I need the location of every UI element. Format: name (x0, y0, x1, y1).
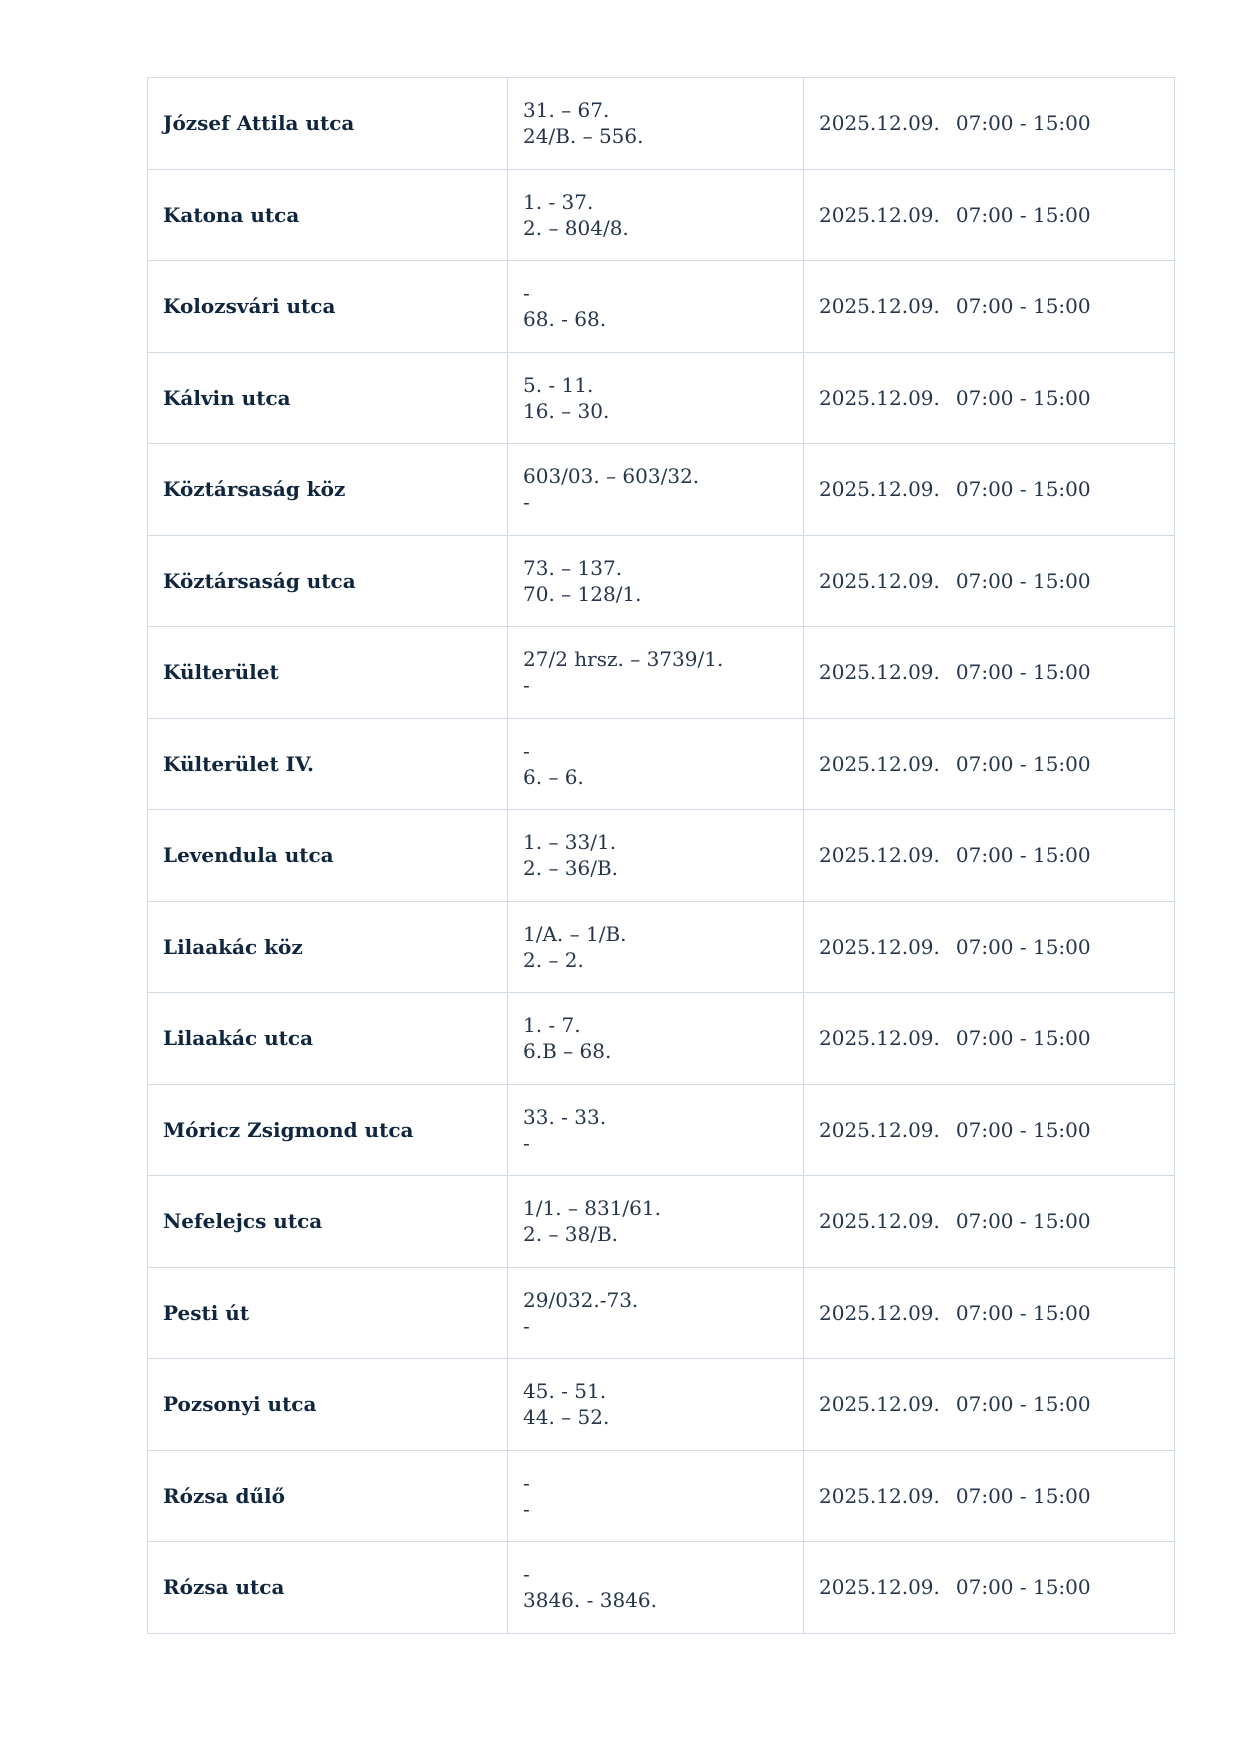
outage-time-window: 07:00 - 15:00 (955, 477, 1091, 502)
outage-time-cell (804, 78, 1175, 170)
outage-time-window: 07:00 - 15:00 (955, 1300, 1091, 1325)
table-row (148, 261, 1175, 353)
even-number-range: 6. – 6. (523, 764, 584, 789)
outage-date: 2025.12.09. (819, 202, 940, 227)
outage-time-cell (804, 444, 1175, 536)
odd-number-range: 27/2 hrsz. – 3739/1. (523, 647, 724, 672)
house-number-range-cell (508, 352, 804, 444)
outage-date: 2025.12.09. (819, 1026, 940, 1051)
street-cell (148, 1176, 508, 1268)
table-row (148, 1450, 1175, 1542)
outage-date: 2025.12.09. (819, 477, 940, 502)
outage-date: 2025.12.09. (819, 1483, 940, 1508)
street-name: Kolozsvári utca (163, 294, 336, 319)
house-number-range-cell (508, 1359, 804, 1451)
house-number-range-cell (508, 535, 804, 627)
outage-time-window: 07:00 - 15:00 (955, 660, 1091, 685)
outage-time-cell (804, 1084, 1175, 1176)
outage-time-cell (804, 1176, 1175, 1268)
house-number-range-cell (508, 1084, 804, 1176)
street-name: Rózsa utca (163, 1575, 285, 1600)
even-number-range: 2. – 2. (523, 947, 584, 972)
street-cell (148, 718, 508, 810)
odd-number-range: 31. – 67. (523, 98, 610, 123)
even-number-range: 24/B. – 556. (523, 124, 644, 149)
outage-date: 2025.12.09. (819, 294, 940, 319)
street-name: Pesti út (163, 1300, 250, 1325)
street-name: Rózsa dűlő (163, 1483, 285, 1508)
odd-number-range: 33. - 33. (523, 1104, 607, 1129)
house-number-range-cell (508, 718, 804, 810)
even-number-range: - (523, 1313, 530, 1338)
outage-date: 2025.12.09. (819, 1209, 940, 1234)
odd-number-range: - (523, 738, 530, 763)
house-number-range-cell (508, 1542, 804, 1634)
house-number-range-cell (508, 78, 804, 170)
street-cell (148, 261, 508, 353)
street-name: Katona utca (163, 202, 300, 227)
street-cell (148, 352, 508, 444)
house-number-range-cell (508, 444, 804, 536)
house-number-range-cell (508, 1267, 804, 1359)
odd-number-range: 45. - 51. (523, 1379, 607, 1404)
outage-time-cell (804, 1359, 1175, 1451)
even-number-range: 2. – 38/B. (523, 1222, 619, 1247)
street-name: Móricz Zsigmond utca (163, 1117, 414, 1142)
even-number-range: 2. – 36/B. (523, 856, 619, 881)
street-cell (148, 1359, 508, 1451)
odd-number-range: 603/03. – 603/32. (523, 464, 700, 489)
street-name: Pozsonyi utca (163, 1392, 317, 1417)
outage-time-cell (804, 901, 1175, 993)
table-row (148, 993, 1175, 1085)
outage-date: 2025.12.09. (819, 568, 940, 593)
outage-time-window: 07:00 - 15:00 (955, 385, 1091, 410)
table-row (148, 1542, 1175, 1634)
outage-time-cell (804, 993, 1175, 1085)
table-row (148, 718, 1175, 810)
outage-date: 2025.12.09. (819, 934, 940, 959)
odd-number-range: 5. - 11. (523, 372, 594, 397)
street-cell (148, 535, 508, 627)
table-row (148, 1176, 1175, 1268)
even-number-range: 2. – 804/8. (523, 215, 629, 240)
table-row (148, 352, 1175, 444)
street-cell (148, 1450, 508, 1542)
outage-time-cell (804, 535, 1175, 627)
even-number-range: 70. – 128/1. (523, 581, 642, 606)
house-number-range-cell (508, 261, 804, 353)
outage-time-window: 07:00 - 15:00 (955, 294, 1091, 319)
house-number-range-cell (508, 627, 804, 719)
outage-time-cell (804, 169, 1175, 261)
outage-time-cell (804, 1542, 1175, 1634)
outage-date: 2025.12.09. (819, 385, 940, 410)
street-name: Külterület (163, 660, 279, 685)
odd-number-range: 1. - 37. (523, 189, 594, 214)
table-row (148, 627, 1175, 719)
odd-number-range: - (523, 1470, 530, 1495)
odd-number-range: 29/032.-73. (523, 1287, 639, 1312)
outage-date: 2025.12.09. (819, 843, 940, 868)
street-name: Külterület IV. (163, 751, 314, 776)
outage-time-cell (804, 627, 1175, 719)
odd-number-range: 1. – 33/1. (523, 830, 617, 855)
outage-time-window: 07:00 - 15:00 (955, 843, 1091, 868)
street-name: Levendula utca (163, 843, 334, 868)
table-row (148, 78, 1175, 170)
street-cell (148, 993, 508, 1085)
outage-time-cell (804, 718, 1175, 810)
street-cell (148, 810, 508, 902)
street-name: Lilaakác utca (163, 1026, 314, 1051)
outage-date: 2025.12.09. (819, 1392, 940, 1417)
outage-date: 2025.12.09. (819, 1575, 940, 1600)
odd-number-range: 73. – 137. (523, 555, 623, 580)
outage-time-window: 07:00 - 15:00 (955, 568, 1091, 593)
odd-number-range: 1/1. – 831/61. (523, 1196, 661, 1221)
even-number-range: - (523, 673, 530, 698)
outage-time-window: 07:00 - 15:00 (955, 1575, 1091, 1600)
outage-time-cell (804, 1450, 1175, 1542)
outage-time-cell (804, 261, 1175, 353)
house-number-range-cell (508, 901, 804, 993)
outage-time-window: 07:00 - 15:00 (955, 1209, 1091, 1234)
outage-time-window: 07:00 - 15:00 (955, 751, 1091, 776)
table-row (148, 810, 1175, 902)
odd-number-range: - (523, 281, 530, 306)
street-name: Nefelejcs utca (163, 1209, 323, 1234)
even-number-range: 44. – 52. (523, 1405, 610, 1430)
street-cell (148, 1542, 508, 1634)
outage-schedule-body (148, 78, 1175, 1634)
outage-date: 2025.12.09. (819, 660, 940, 685)
table-row (148, 901, 1175, 993)
even-number-range: - (523, 1130, 530, 1155)
table-row (148, 1084, 1175, 1176)
table-row (148, 1267, 1175, 1359)
outage-date: 2025.12.09. (819, 111, 940, 136)
street-name: Köztársaság köz (163, 477, 346, 502)
even-number-range: 6.B – 68. (523, 1039, 612, 1064)
house-number-range-cell (508, 1450, 804, 1542)
outage-time-window: 07:00 - 15:00 (955, 1392, 1091, 1417)
even-number-range: - (523, 490, 530, 515)
house-number-range-cell (508, 169, 804, 261)
outage-time-window: 07:00 - 15:00 (955, 934, 1091, 959)
house-number-range-cell (508, 810, 804, 902)
street-name: Kálvin utca (163, 385, 291, 410)
odd-number-range: 1. - 7. (523, 1013, 581, 1038)
street-name: József Attila utca (163, 111, 355, 136)
outage-schedule-table (147, 77, 1175, 1634)
outage-time-cell (804, 1267, 1175, 1359)
outage-time-window: 07:00 - 15:00 (955, 111, 1091, 136)
outage-time-window: 07:00 - 15:00 (955, 1026, 1091, 1051)
outage-date: 2025.12.09. (819, 1117, 940, 1142)
street-cell (148, 1267, 508, 1359)
table-row (148, 535, 1175, 627)
street-cell (148, 627, 508, 719)
even-number-range: - (523, 1496, 530, 1521)
street-cell (148, 169, 508, 261)
outage-time-cell (804, 810, 1175, 902)
street-cell (148, 78, 508, 170)
outage-time-cell (804, 352, 1175, 444)
street-cell (148, 1084, 508, 1176)
table-row (148, 169, 1175, 261)
outage-time-window: 07:00 - 15:00 (955, 1483, 1091, 1508)
street-name: Lilaakác köz (163, 934, 303, 959)
table-row (148, 1359, 1175, 1451)
outage-time-window: 07:00 - 15:00 (955, 1117, 1091, 1142)
even-number-range: 3846. - 3846. (523, 1588, 657, 1613)
even-number-range: 16. – 30. (523, 398, 610, 423)
outage-time-window: 07:00 - 15:00 (955, 202, 1091, 227)
even-number-range: 68. - 68. (523, 307, 607, 332)
odd-number-range: - (523, 1562, 530, 1587)
street-cell (148, 901, 508, 993)
outage-date: 2025.12.09. (819, 1300, 940, 1325)
house-number-range-cell (508, 993, 804, 1085)
odd-number-range: 1/A. – 1/B. (523, 921, 627, 946)
table-row (148, 444, 1175, 536)
house-number-range-cell (508, 1176, 804, 1268)
street-name: Köztársaság utca (163, 568, 356, 593)
street-cell (148, 444, 508, 536)
outage-date: 2025.12.09. (819, 751, 940, 776)
